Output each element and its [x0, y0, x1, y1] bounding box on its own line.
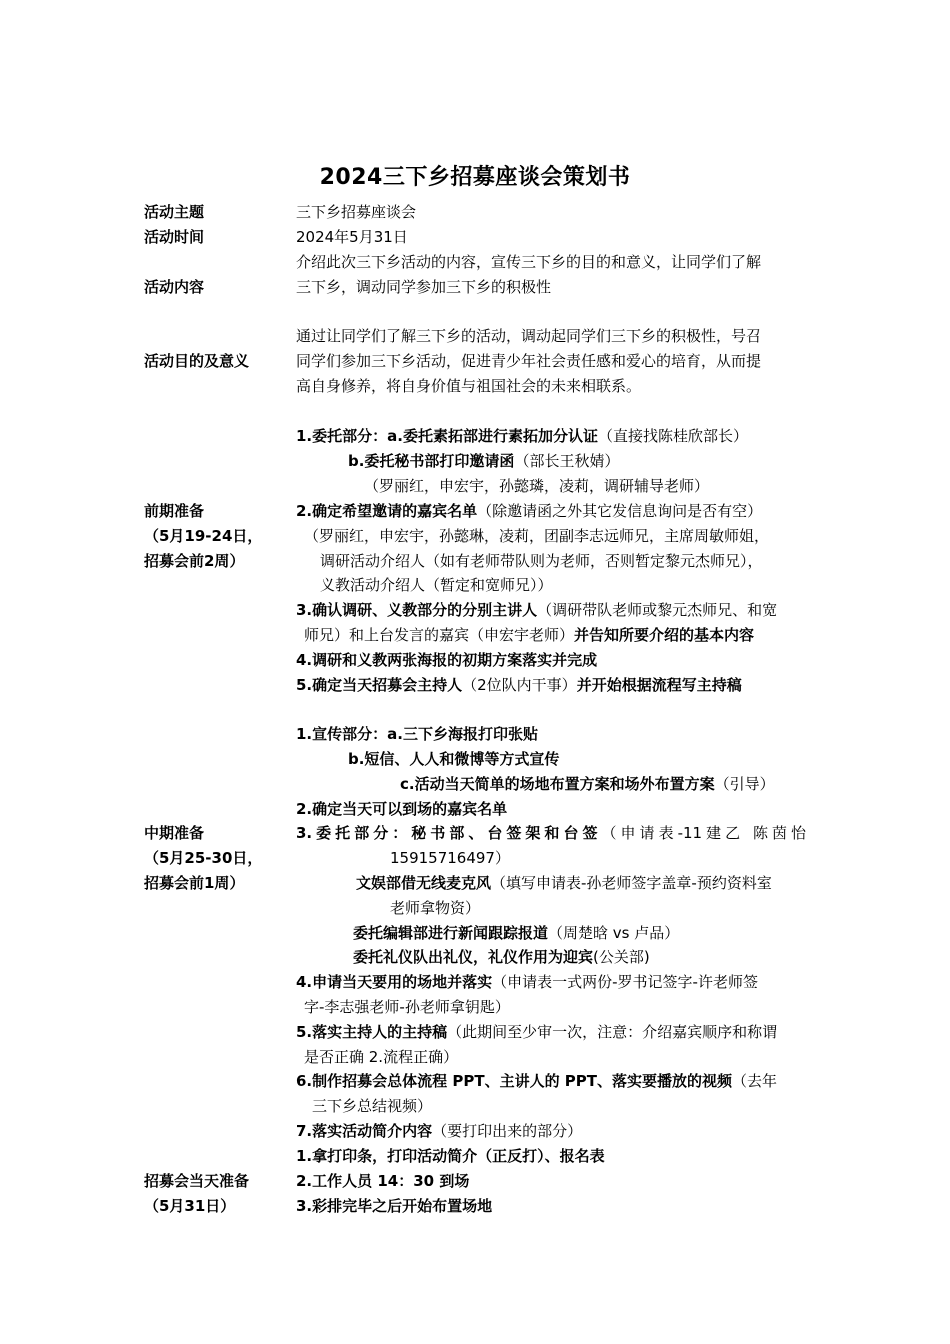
early-item-1a: 1.委托部分：a.委托素拓部进行素拓加分认证（直接找陈桂欣部长）	[296, 427, 748, 445]
mid-date: （5月25-30日，	[144, 849, 263, 867]
purpose-line: 通过让同学们了解三下乡的活动，调动起同学们三下乡的积极性，号召	[296, 327, 762, 345]
day-item-3: 3.彩排完毕之后开始布置场地	[296, 1197, 493, 1215]
early-date: （5月19-24日，	[144, 527, 263, 545]
mid-item-3: 3.委托部分：秘书部、台签架和台签（申请表-11建乙 陈茵怡	[296, 824, 806, 842]
early-item-5: 5.确定当天招募会主持人（2位队内干事）并开始根据流程写主持稿	[296, 676, 742, 694]
early-item-2: 2.确定希望邀请的嘉宾名单（除邀请函之外其它发信息询问是否有空）	[296, 502, 763, 520]
mid-item-6: 6.制作招募会总体流程 PPT、主讲人的 PPT、落实要播放的视频（去年	[296, 1072, 778, 1090]
mid-item-3-line: 15915716497）	[390, 849, 510, 867]
early-label: 前期准备	[144, 502, 205, 520]
early-item-2-line: 义教活动介绍人（暂定和宽师兄））	[320, 576, 553, 594]
early-item-2-line: 调研活动介绍人（如有老师带队则为老师，否则暂定黎元杰师兄），	[320, 552, 763, 570]
mid-item-1a: 1.宣传部分：a.三下乡海报打印张贴	[296, 725, 538, 743]
theme-label: 活动主题	[144, 203, 205, 221]
mid-item-1b: b.短信、人人和微博等方式宣传	[348, 750, 560, 768]
day-item-2: 2.工作人员 14：30 到场	[296, 1172, 470, 1190]
mid-item-6-line: 三下乡总结视频）	[312, 1097, 433, 1115]
mid-item-5-line: 是否正确 2.流程正确）	[304, 1048, 459, 1066]
mid-item-3c: 委托编辑部进行新闻跟踪报道（周楚晗 vs 卢品）	[353, 924, 680, 942]
mid-label: 中期准备	[144, 824, 205, 842]
purpose-label: 活动目的及意义	[144, 352, 250, 370]
early-weeks: 招募会前2周）	[144, 552, 245, 570]
document-title: 2024三下乡招募座谈会策划书	[319, 165, 631, 190]
content-line: 介绍此次三下乡活动的内容，宣传三下乡的目的和意义，让同学们了解	[296, 253, 762, 271]
mid-item-3b: 文娱部借无线麦克风（填写申请表-孙老师签字盖章-预约资料室	[356, 874, 772, 892]
mid-item-5: 5.落实主持人的主持稿（此期间至少审一次，注意：介绍嘉宾顺序和称谓	[296, 1023, 778, 1041]
mid-item-4: 4.申请当天要用的场地并落实（申请表一式两份-罗书记签字-许老师签	[296, 973, 758, 991]
mid-item-3d: 委托礼仪队出礼仪，礼仪作用为迎宾(公关部)	[353, 948, 650, 966]
purpose-line: 同学们参加三下乡活动，促进青少年社会责任感和爱心的培育，从而提	[296, 352, 762, 370]
purpose-line: 高自身修养，将自身价值与祖国社会的未来相联系。	[296, 377, 642, 395]
theme-value: 三下乡招募座谈会	[296, 203, 417, 221]
mid-item-3b-line: 老师拿物资）	[390, 899, 481, 917]
early-item-1c: （罗丽红，申宏宇，孙懿璘，凌莉，调研辅导老师）	[364, 477, 710, 495]
early-item-2-line: （罗丽红，申宏宇，孙懿琳，凌莉，团副李志远师兄，主席周敏师姐，	[304, 527, 770, 545]
time-label: 活动时间	[144, 228, 205, 246]
early-item-4: 4.调研和义教两张海报的初期方案落实并完成	[296, 651, 598, 669]
mid-item-1c: c.活动当天简单的场地布置方案和场外布置方案（引导）	[400, 775, 775, 793]
early-item-3-line: 师兄）和上台发言的嘉宾（申宏宇老师）并告知所要介绍的基本内容	[304, 626, 755, 644]
mid-item-2: 2.确定当天可以到场的嘉宾名单	[296, 800, 508, 818]
day-label: 招募会当天准备	[144, 1172, 250, 1190]
day-date: （5月31日）	[144, 1197, 236, 1215]
early-item-1b: b.委托秘书部打印邀请函（部长王秋婧）	[348, 452, 620, 470]
early-item-3: 3.确认调研、义教部分的分别主讲人（调研带队老师或黎元杰师兄、和宽	[296, 601, 778, 619]
mid-item-7: 7.落实活动简介内容（要打印出来的部分）	[296, 1122, 583, 1140]
content-label: 活动内容	[144, 278, 205, 296]
mid-weeks: 招募会前1周）	[144, 874, 245, 892]
time-value: 2024年5月31日	[296, 228, 408, 246]
content-line: 三下乡，调动同学参加三下乡的积极性	[296, 278, 552, 296]
day-item-1: 1.拿打印条，打印活动简介（正反打）、报名表	[296, 1147, 605, 1165]
mid-item-4-line: 字-李志强老师-孙老师拿钥匙）	[304, 998, 510, 1016]
